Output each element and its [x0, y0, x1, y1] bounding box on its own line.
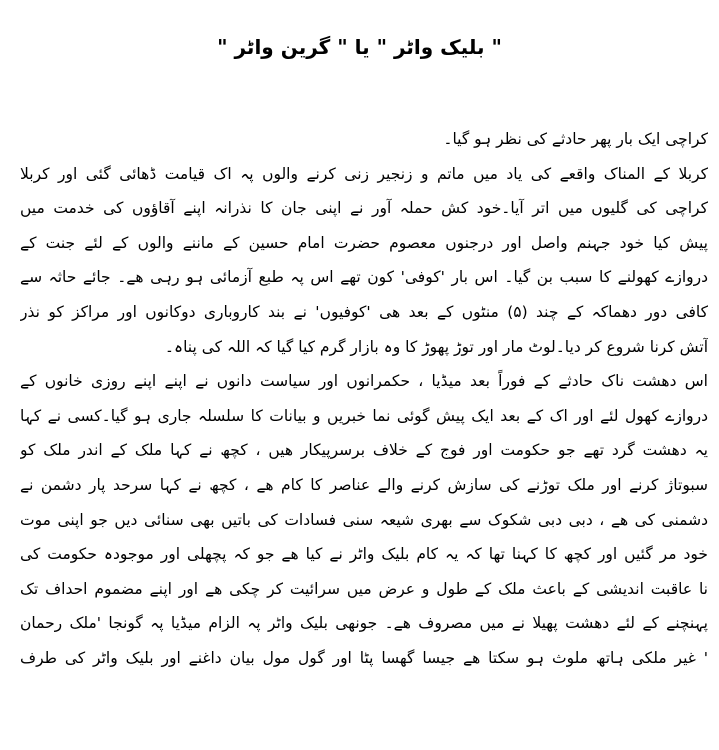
- body-line: کراچی ایک بار پھر حادثے کی نظر ہو گیا۔: [443, 130, 708, 148]
- article-body: [20, 122, 708, 676]
- body-line: پیش کیا خود جہنم واصل اور درجنوں معصوم حضرت امام حسین کے ماننے والوں کے لئے جنت کے: [20, 233, 708, 252]
- body-line: ' غیر ملکی ہاتھ ملوث ہو سکتا ھے جیسا گھسا پٹا اور گول مول بیان داغنے اور بلیک واٹر کی طرف: [20, 648, 708, 667]
- article-title: " بلیک واٹر " یا " گرین واٹر ": [217, 35, 502, 59]
- body-line: دروازے کھولنے کا سبب بن گیا۔ اس بار 'کوفی' کون تھے اس پہ طبع آزمائی ہو رہی ھے۔ جائے حاثہ سے: [20, 268, 708, 287]
- body-line: کربلا کے المناک واقعے کی یاد میں ماتم و زنجیر زنی کرنے والوں پہ اک قیامت ڈھائی گئی اور کربلا: [20, 164, 708, 183]
- body-line: کافی دور دھماکہ کے چند (۵) منٹوں کے بعد ھی 'کوفیوں' نے بند کاروباری دوکانوں اور مراکز کو نذر: [20, 302, 708, 321]
- body-line: یہ دھشت گرد تھے جو حکومت اور فوج کے خلاف برسرپیکار ھیں ، کچھ نے کہا ملک کے اندر ملک کو: [20, 441, 708, 460]
- body-line: کراچی کی گلیوں میں اتر آیا۔خود کش حملہ آور نے اپنی جان کا نذرانہ اپنے آقاؤوں کی خدمت میں: [20, 199, 708, 218]
- body-line: دشمنی کی ھے ، دبی دبی شکوک سے بھری شیعہ سنی فسادات کی باتیں بھی سنائی دیں جو اپنی موت: [20, 510, 708, 529]
- body-line: سبوتاژ کرنے اور ملک توڑنے کی سازش کرنے والے عناصر کا کام ھے ، کچھ نے کہا سرحد پار دشمن نے: [20, 475, 708, 494]
- body-line: نا عاقبت اندیشی کے باعث ملک کے طول و عرض میں سرائیت کر چکی ھے اور اپنے مضموم احداف تک: [20, 579, 708, 598]
- body-line: دروازے کھول لئے اور اک کے بعد ایک پیش گوئی نما خبریں و بیانات کا سلسلہ جاری ہو گیا۔کسی نے کہا: [20, 406, 708, 425]
- body-line: پہنچنے کے لئے دھشت پھیلا نے میں مصروف ھے۔ جونھی بلیک واٹر پہ الزام میڈیا پہ گونجا 'ملک رحمان: [20, 614, 708, 633]
- body-line: خود مر گئیں اور کچھ کا کہنا تھا کہ یہ کام بلیک واٹر نے کیا ھے جو کہ پچھلی اور موجودہ حکومت کی: [20, 545, 708, 564]
- body-line: اس دھشت ناک حادثے کے فوراً بعد میڈیا ، حکمرانوں اور سیاست دانوں نے اپنے اپنے روزی خانوں کے: [20, 372, 708, 391]
- body-line: آتش کرنا شروع کر دیا۔لوٹ مار اور توڑ پھوڑ کا وہ بازار گرم کیا گیا کہ اللہ کی پناہ۔: [164, 337, 708, 356]
